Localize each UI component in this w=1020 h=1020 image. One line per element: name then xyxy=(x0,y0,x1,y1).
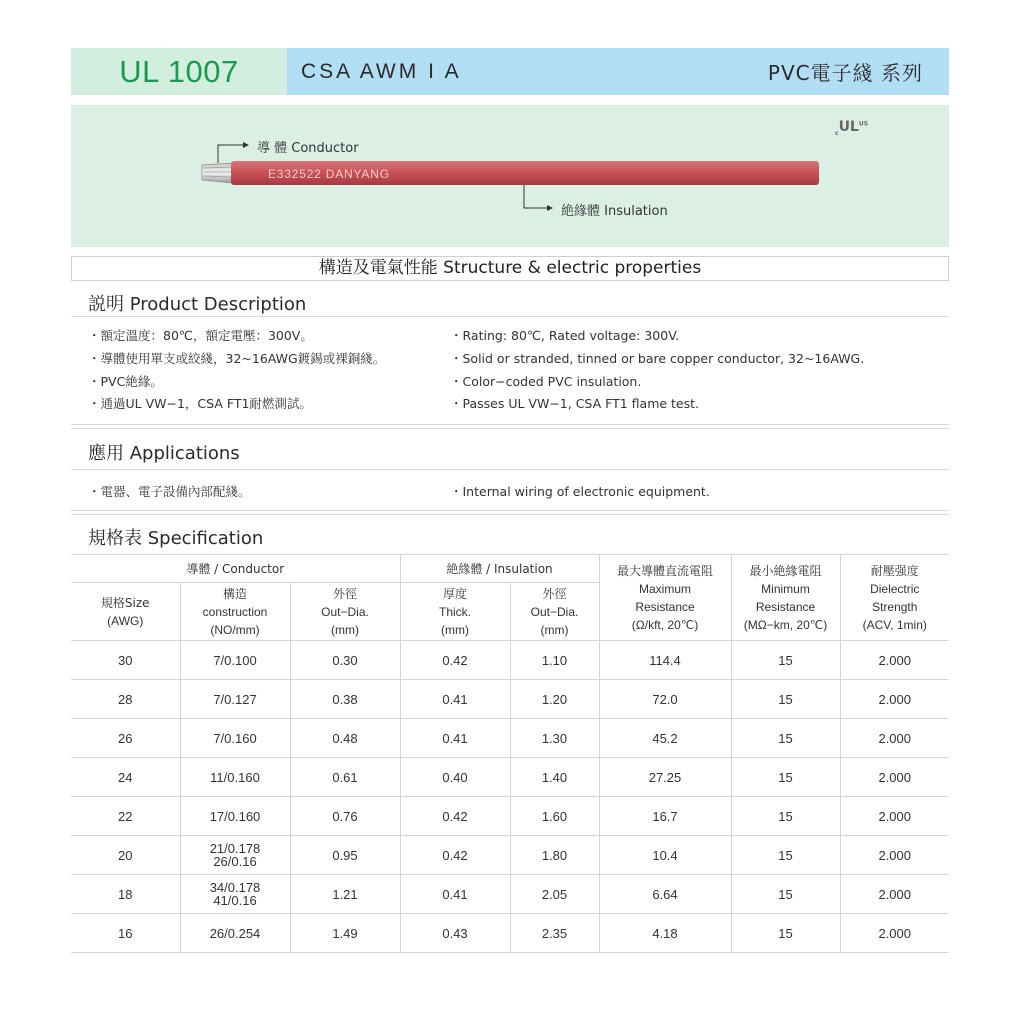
desc-en-3: ・Color−coded PVC insulation. xyxy=(450,374,642,389)
size-header: 規格Size (AWG) xyxy=(71,583,180,641)
cell-construction: 11/0.160 xyxy=(180,758,290,797)
cell-construction: 7/0.160 xyxy=(180,719,290,758)
table-row xyxy=(71,719,949,758)
cell-insulation-od: 1.80 xyxy=(510,836,599,875)
cell-max-resistance: 114.4 xyxy=(599,641,731,680)
table-row xyxy=(71,914,949,953)
cell-dielectric-strength: 2.000 xyxy=(840,836,949,875)
description-heading: 説明 Product Description xyxy=(88,294,307,315)
divider xyxy=(71,316,949,317)
cell-size: 28 xyxy=(71,680,180,719)
desc-en-4: ・Passes UL VW−1, CSA FT1 flame test. xyxy=(450,396,700,411)
cell-thickness: 0.42 xyxy=(400,797,510,836)
cell-min-insulation-resistance: 15 xyxy=(731,914,840,953)
model-box xyxy=(71,48,287,95)
cell-min-insulation-resistance: 15 xyxy=(731,758,840,797)
conductor-strands xyxy=(202,163,233,183)
specification-heading: 規格表 Specification xyxy=(88,528,264,549)
dielectric-header: 耐壓强度 Dielectric Strength (ACV, 1min) xyxy=(840,555,949,641)
cell-insulation-od: 2.35 xyxy=(510,914,599,953)
application-en: ・Internal wiring of electronic equipment. xyxy=(450,484,710,499)
cell-size: 24 xyxy=(71,758,180,797)
cell-thickness: 0.42 xyxy=(400,641,510,680)
cell-max-resistance: 10.4 xyxy=(599,836,731,875)
cell-insulation-od: 2.05 xyxy=(510,875,599,914)
cell-insulation-od: 1.60 xyxy=(510,797,599,836)
cell-conductor-od: 0.30 xyxy=(290,641,400,680)
cell-thickness: 0.41 xyxy=(400,719,510,758)
cell-thickness: 0.43 xyxy=(400,914,510,953)
cell-size: 30 xyxy=(71,641,180,680)
specification-table xyxy=(71,554,949,953)
cell-min-insulation-resistance: 15 xyxy=(731,719,840,758)
cell-construction: 7/0.127 xyxy=(180,680,290,719)
application-zh: ・電器、電子設備內部配綫。 xyxy=(88,484,251,499)
cell-insulation-od: 1.40 xyxy=(510,758,599,797)
cell-min-insulation-resistance: 15 xyxy=(731,680,840,719)
cell-max-resistance: 45.2 xyxy=(599,719,731,758)
desc-zh-4: ・通過UL VW−1，CSA FT1耐燃測試。 xyxy=(88,396,312,411)
cell-size: 20 xyxy=(71,836,180,875)
cell-min-insulation-resistance: 15 xyxy=(731,875,840,914)
ul-cert-icon: $_cUL^{US}$ xyxy=(835,119,869,137)
construction-header: 構造 construction (NO/mm) xyxy=(180,583,290,641)
cell-conductor-od: 0.38 xyxy=(290,680,400,719)
cell-max-resistance: 16.7 xyxy=(599,797,731,836)
cell-conductor-od: 1.21 xyxy=(290,875,400,914)
cell-insulation-od: 1.30 xyxy=(510,719,599,758)
cell-dielectric-strength: 2.000 xyxy=(840,758,949,797)
structure-title: 構造及電氣性能 Structure & electric properties xyxy=(71,256,949,281)
cell-min-insulation-resistance: 15 xyxy=(731,836,840,875)
cell-construction: 17/0.160 xyxy=(180,797,290,836)
cell-dielectric-strength: 2.000 xyxy=(840,914,949,953)
table-row xyxy=(71,875,949,914)
cell-thickness: 0.42 xyxy=(400,836,510,875)
cell-max-resistance: 72.0 xyxy=(599,680,731,719)
table-row xyxy=(71,758,949,797)
standard-box xyxy=(287,48,949,95)
cell-size: 18 xyxy=(71,875,180,914)
cell-insulation-od: 1.20 xyxy=(510,680,599,719)
desc-en-1: ・Rating: 80℃, Rated voltage: 300V. xyxy=(450,328,680,343)
cell-construction: 7/0.100 xyxy=(180,641,290,680)
cell-conductor-od: 0.95 xyxy=(290,836,400,875)
table-row xyxy=(71,680,949,719)
series-label: PVC電子綫 系列 xyxy=(767,61,923,85)
cell-min-insulation-resistance: 15 xyxy=(731,797,840,836)
cell-conductor-od: 1.49 xyxy=(290,914,400,953)
cell-max-resistance: 4.18 xyxy=(599,914,731,953)
conductor-label: 導 體 Conductor xyxy=(257,141,359,156)
header-band xyxy=(71,48,949,95)
cell-size: 26 xyxy=(71,719,180,758)
table-row xyxy=(71,797,949,836)
cell-min-insulation-resistance: 15 xyxy=(731,641,840,680)
insulation-resistance-header: 最小絶緣電阻 Minimum Resistance (MΩ−km, 20℃) xyxy=(731,555,840,641)
thickness-header: 厚度 Thick. (mm) xyxy=(400,583,510,641)
cell-construction: 26/0.254 xyxy=(180,914,290,953)
cable-illustration xyxy=(71,105,949,247)
cell-construction: 34/0.178 41/0.16 xyxy=(180,875,290,914)
divider xyxy=(71,510,949,515)
cell-conductor-od: 0.48 xyxy=(290,719,400,758)
divider xyxy=(71,469,949,470)
cell-size: 16 xyxy=(71,914,180,953)
applications-heading: 應用 Applications xyxy=(88,443,240,464)
cell-max-resistance: 27.25 xyxy=(599,758,731,797)
cell-size: 22 xyxy=(71,797,180,836)
resistance-header: 最大導體直流電阻 Maximum Resistance (Ω/kft, 20℃) xyxy=(599,555,731,641)
standard-label: CSA AWM I A xyxy=(301,59,462,83)
cell-conductor-od: 0.76 xyxy=(290,797,400,836)
table-row xyxy=(71,641,949,680)
cell-thickness: 0.41 xyxy=(400,875,510,914)
desc-zh-2: ・導體使用單支或絞綫，32~16AWG鍍錫或裸銅綫。 xyxy=(88,351,386,366)
table-row xyxy=(71,836,949,875)
cell-construction: 21/0.178 26/0.16 xyxy=(180,836,290,875)
conductor-group-header: 導體 / Conductor xyxy=(71,555,400,583)
cell-dielectric-strength: 2.000 xyxy=(840,641,949,680)
desc-zh-3: ・PVC絶緣。 xyxy=(88,374,163,389)
model-title: UL 1007 xyxy=(119,53,239,89)
cable-drawing xyxy=(71,105,949,247)
cable-print-text: E332522 DANYANG xyxy=(268,167,390,181)
cell-thickness: 0.41 xyxy=(400,680,510,719)
cell-dielectric-strength: 2.000 xyxy=(840,680,949,719)
divider xyxy=(71,424,949,429)
cell-conductor-od: 0.61 xyxy=(290,758,400,797)
cell-insulation-od: 1.10 xyxy=(510,641,599,680)
insulation-group-header: 絶緣體 / Insulation xyxy=(400,555,599,583)
conductor-od-header: 外徑 Out−Dia. (mm) xyxy=(290,583,400,641)
cell-dielectric-strength: 2.000 xyxy=(840,875,949,914)
cell-thickness: 0.40 xyxy=(400,758,510,797)
cell-dielectric-strength: 2.000 xyxy=(840,797,949,836)
insulation-label: 絶緣體 Insulation xyxy=(561,204,668,219)
desc-zh-1: ・額定溫度：80℃，額定電壓：300V。 xyxy=(88,328,313,343)
specification-rows xyxy=(71,641,949,953)
desc-en-2: ・Solid or stranded, tinned or bare copper conductor, 32~16AWG. xyxy=(450,351,865,366)
cell-dielectric-strength: 2.000 xyxy=(840,719,949,758)
cell-max-resistance: 6.64 xyxy=(599,875,731,914)
insulation-od-header: 外徑 Out−Dia. (mm) xyxy=(510,583,599,641)
